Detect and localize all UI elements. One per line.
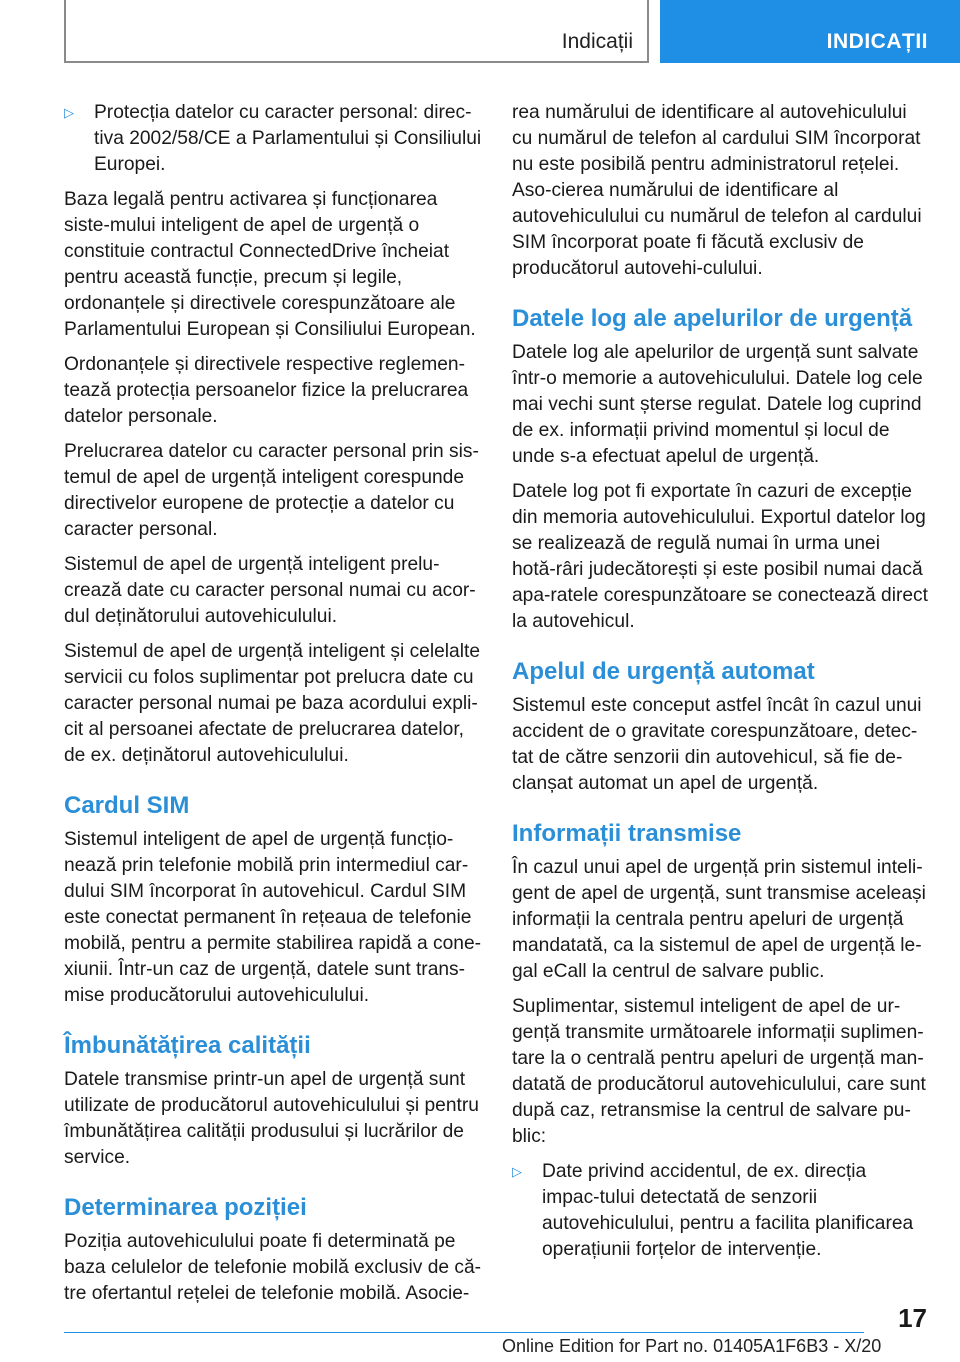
paragraph: Datele log pot fi exportate în cazuri de excepție din memoria autovehiculului. Exportul datelor log se realizează de regulă numai în urma unei hotă‐râri judecătorești și este posibil numai dacă apa‐ratele corespunzătoare se conectează direct la autovehicul. <box>512 481 928 632</box>
section-heading-position: Determinarea poziției <box>64 1194 307 1221</box>
triangle-bullet-icon: ▷ <box>64 105 74 120</box>
paragraph: Sistemul de apel de urgență inteligent și celelalte servicii cu folos suplimentar pot prelucra date cu caracter personal numai pe baza acordului expli‐cit al persoanei afectate de prelucrarea datelor, de ex. deținătorul autovehiculului. <box>64 641 480 766</box>
section-heading-transmitted-info: Informații transmise <box>512 820 742 847</box>
paragraph: Sistemul este conceput astfel încât în cazul unui accident de o gravitate corespunzătoare, detec‐tat de către senzorii din autovehicul, să fie de‐clanșat automat un apel de urgență. <box>512 695 922 794</box>
paragraph: Sistemul de apel de urgență inteligent prelu‐crează date cu caracter personal numai cu acor‐dul deținătorului autovehiculului. <box>64 554 476 627</box>
left-column <box>64 100 482 1316</box>
section-heading-quality: Îmbunătățirea calității <box>64 1032 311 1059</box>
list-item <box>64 100 482 178</box>
paragraph: Ordonanțele și directivele respective reglemen‐tează protecția persoanelor fizice la prelucrarea datelor personale. <box>64 354 469 427</box>
section-heading-automatic-call: Apelul de urgență automat <box>512 658 815 685</box>
paragraph: Prelucrarea datelor cu caracter personal prin sis‐temul de apel de urgență inteligent corespunde directivelor europene de protecție a datelor cu caracter personal. <box>64 441 479 540</box>
section-heading-log-data: Datele log ale apelurilor de urgență <box>512 305 913 332</box>
bullet-text: Protecția datelor cu caracter personal: direc‐tiva 2002/58/CE a Parlamentului și Consiliului Europei. <box>94 102 482 175</box>
paragraph: Datele transmise printr-un apel de urgență sunt utilizate de producătorul autovehiculului și pentru îmbunătățirea calității produsului și lucrărilor de service. <box>64 1069 479 1168</box>
footer-edition-text: Online Edition for Part no. 01405A1F6B3 - X/20 <box>502 1336 882 1356</box>
page-number: 17 <box>898 1303 927 1333</box>
paragraph: Sistemul inteligent de apel de urgență funcțio‐nează prin telefonie mobilă prin intermediul car‐dului SIM încorporat în autovehicul. Cardul SIM este conectat permanent în rețeaua de telefonie mobilă, pentru a permite stabilirea rapidă a cone‐xiunii. Într-un caz de urgență, datele sunt trans‐mise producătorului autovehiculului. <box>64 829 482 1006</box>
paragraph: Poziția autovehiculului poate fi determinată pe baza celulelor de telefonie mobilă exclusiv de că‐tre ofertantul rețelei de telefonie mobilă. Asocie‐ <box>64 1231 482 1304</box>
header-section-tab <box>64 0 649 63</box>
paragraph: Baza legală pentru activarea și funcționarea siste‐mului inteligent de apel de urgență o constituie contractul ConnectedDrive încheiat pentru această funcție, precum și legile, ordonanțele și directivele corespunzătoare ale Parlamentului European și Consiliului European. <box>64 189 476 340</box>
header-chapter-tab <box>660 0 960 63</box>
bullet-text: Date privind accidentul, de ex. direcția impac‐tului detectată de senzorii autovehiculului, pentru a facilita planificarea operațiunii forțelor de intervenție. <box>542 1161 914 1260</box>
header-chapter-title: INDICAȚII <box>826 30 928 53</box>
right-column <box>512 100 928 1272</box>
list-item <box>512 1159 928 1263</box>
paragraph: Suplimentar, sistemul inteligent de apel de ur‐gență transmite următoarele informații suplimen‐tare la o centrală pentru apeluri de urgență man‐datată de producătorul autovehiculului, care sunt după caz, retransmise la centrul de salvare pu‐blic: <box>512 996 926 1147</box>
triangle-bullet-icon: ▷ <box>512 1164 522 1179</box>
paragraph: În cazul unui apel de urgență prin sistemul inteli‐gent de apel de urgență, sunt transmise aceleași informații la centrala pentru apeluri de urgență mandatată, ca la sistemul de apel de urgență le‐gal eCall la centrul de salvare public. <box>512 857 926 982</box>
paragraph: rea numărului de identificare al autovehiculului cu numărul de telefon al cardului SIM încorporat nu este posibilă pentru administratorul rețelei. Aso‐cierea numărului de identificare al autovehiculului cu numărul de telefon al cardului SIM încorporat poate fi făcută exclusiv de producătorul autovehi‐culului. <box>512 102 922 279</box>
section-heading-sim-card: Cardul SIM <box>64 792 190 819</box>
paragraph: Datele log ale apelurilor de urgență sunt salvate într-o memorie a autovehiculului. Datele log cele mai vechi sunt șterse regulat. Datele log cuprind de ex. informații privind momentul și locul de unde s-a efectuat apelul de urgență. <box>512 342 923 467</box>
footer-divider <box>64 1332 864 1333</box>
header-section-title: Indicații <box>561 30 633 53</box>
